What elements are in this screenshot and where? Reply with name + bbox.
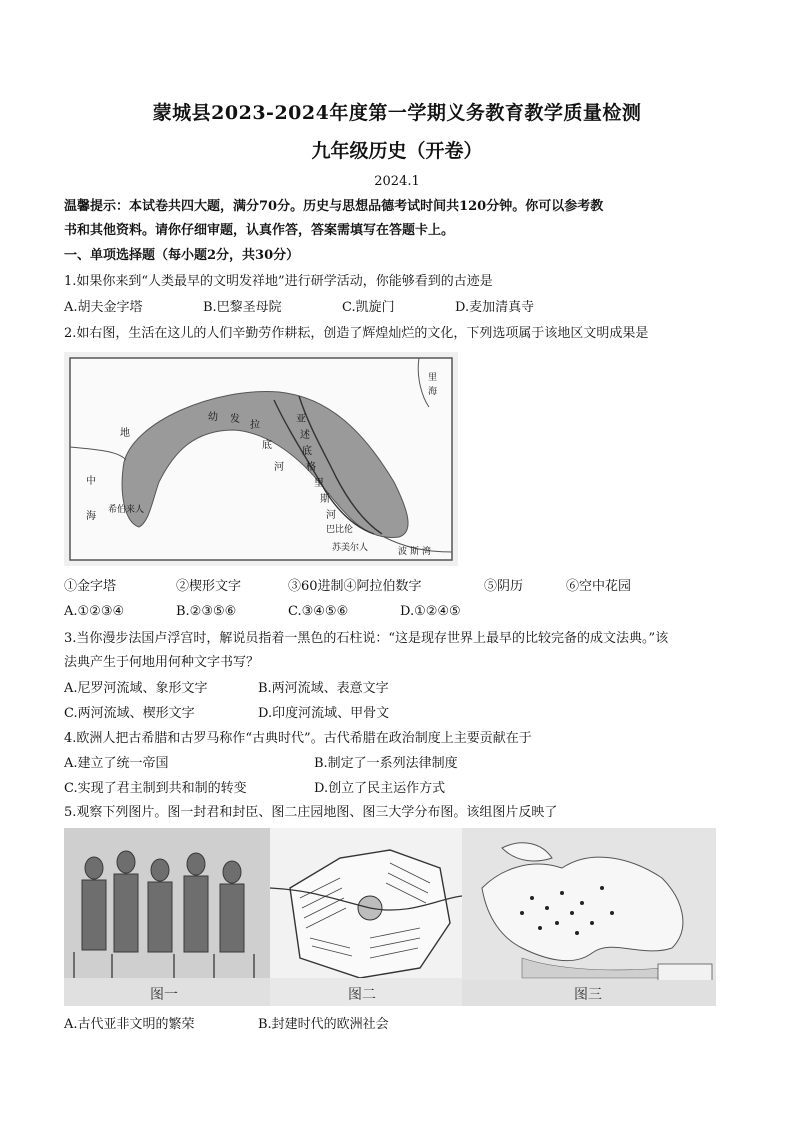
figure-3-university-map: [462, 828, 716, 1006]
q5-option-b: B.封建时代的欧洲社会: [258, 1017, 389, 1032]
q3-option-a: A.尼罗河流域、象形文字: [64, 681, 208, 696]
map-label-fa: 发: [230, 414, 240, 425]
q2-item-6: ⑥空中花园: [566, 579, 632, 594]
mesopotamia-map: [64, 352, 458, 566]
map-label-li: 里: [314, 478, 324, 489]
figure-2-caption: 图二: [348, 987, 376, 1003]
q2-item-5: ⑤阴历: [484, 579, 524, 594]
question-1-stem: 1.如果你来到“人类最早的文明发祥地”进行研学活动，你能够看到的古迹是: [64, 274, 493, 289]
map-label-di3: 底: [262, 440, 272, 451]
figure-3-illustration: [462, 828, 716, 1006]
map-label-di2: 底: [302, 446, 312, 457]
q2-option-b: B.②③⑤⑥: [176, 604, 237, 619]
q1-option-a: A.胡夫金字塔: [64, 300, 143, 315]
q4-option-a: A.建立了统一帝国: [64, 756, 169, 771]
q1-option-c: C.凯旋门: [342, 300, 395, 315]
q2-item-3-4: ③60进制④阿拉伯数字: [288, 579, 422, 594]
q1-option-d: D.麦加清真寺: [455, 300, 535, 315]
map-label-zhong: 中: [86, 476, 96, 487]
notice-line-1: 温馨提示：本试卷共四大题，满分70分。历史与思想品德考试时间共120分钟。你可以参考教: [64, 199, 604, 214]
question-2-stem: 2.如右图，生活在这儿的人们辛勤劳作耕耘，创造了辉煌灿烂的文化，下列选项属于该地区文明成果是: [64, 326, 649, 341]
question-3-stem-line-2: 法典产生于何地用何种文字书写？: [64, 655, 260, 670]
map-label-di: 地: [120, 428, 130, 439]
map-svg: [64, 352, 458, 566]
exam-subtitle: 九年级历史（开卷）: [311, 140, 483, 162]
map-label-bo: 波: [398, 547, 408, 557]
map-label-hebrews: 希伯来人: [108, 505, 145, 515]
question-3-stem-line-1: 3.当你漫步法国卢浮宫时，解说员指着一黑色的石柱说：“这是现存世界上最早的比较完备的成文法典。”该: [64, 631, 669, 646]
section-heading: 一、单项选择题（每小题2分，共30分）: [64, 248, 300, 263]
q2-option-c: C.③④⑤⑥: [288, 604, 349, 619]
notice-line-2: 书和其他资料。请你仔细审题，认真作答，答案需填写在答题卡上。: [64, 223, 455, 238]
map-label-wan: 湾: [422, 547, 432, 557]
exam-date: 2024.1: [374, 174, 420, 189]
q2-option-d: D.①②④⑤: [400, 604, 461, 619]
q4-option-d: D.创立了民主运作方式: [314, 781, 446, 796]
map-label-he: 河: [326, 510, 336, 521]
q4-option-c: C.实现了君主制到共和制的转变: [64, 781, 247, 796]
exam-title: 蒙城县2023-2024年度第一学期义务教育教学质量检测: [152, 102, 642, 124]
map-label-he2: 河: [274, 462, 284, 473]
figure-1-caption: 图一: [150, 987, 178, 1003]
map-label-si2: 斯: [410, 547, 420, 557]
q3-option-d: D.印度河流域、甲骨文: [258, 706, 390, 721]
map-label-hai: 海: [86, 511, 96, 522]
map-label-ya: 亚: [296, 414, 306, 425]
map-label-la: 拉: [250, 420, 260, 431]
map-label-you: 幼: [208, 412, 218, 423]
q3-option-b: B.两河流域、表意文字: [258, 681, 389, 696]
q3-option-c: C.两河流域、楔形文字: [64, 706, 195, 721]
map-label-sumerians: 苏美尔人: [332, 543, 369, 553]
figure-1-illustration: [64, 828, 270, 1006]
figure-2-illustration: [270, 828, 462, 1006]
map-label-li2: 里: [428, 373, 438, 383]
figure-2-manor-map: [270, 828, 462, 1006]
q5-option-a: A.古代亚非文明的繁荣: [64, 1017, 195, 1032]
q4-option-b: B.制定了一系列法律制度: [314, 756, 458, 771]
figure-3-caption: 图三: [574, 987, 602, 1003]
map-label-babylon: 巴比伦: [326, 525, 354, 535]
map-label-si: 斯: [320, 494, 330, 505]
question-5-stem: 5.观察下列图片。图一封君和封臣、图二庄园地图、图三大学分布图。该组图片反映了: [64, 805, 558, 820]
q1-option-b: B.巴黎圣母院: [203, 300, 282, 315]
map-label-shu: 述: [300, 430, 310, 441]
map-label-hai2: 海: [428, 387, 438, 397]
q2-option-a: A.①②③④: [64, 604, 125, 619]
map-label-ge: 格: [306, 462, 316, 473]
q2-item-2: ②楔形文字: [176, 579, 242, 594]
question-4-stem: 4.欧洲人把古希腊和古罗马称作“古典时代”。古代希腊在政治制度上主要贡献在于: [64, 731, 532, 746]
figure-1-lord-vassal: [64, 828, 270, 1006]
q2-item-1: ①金字塔: [64, 579, 117, 594]
